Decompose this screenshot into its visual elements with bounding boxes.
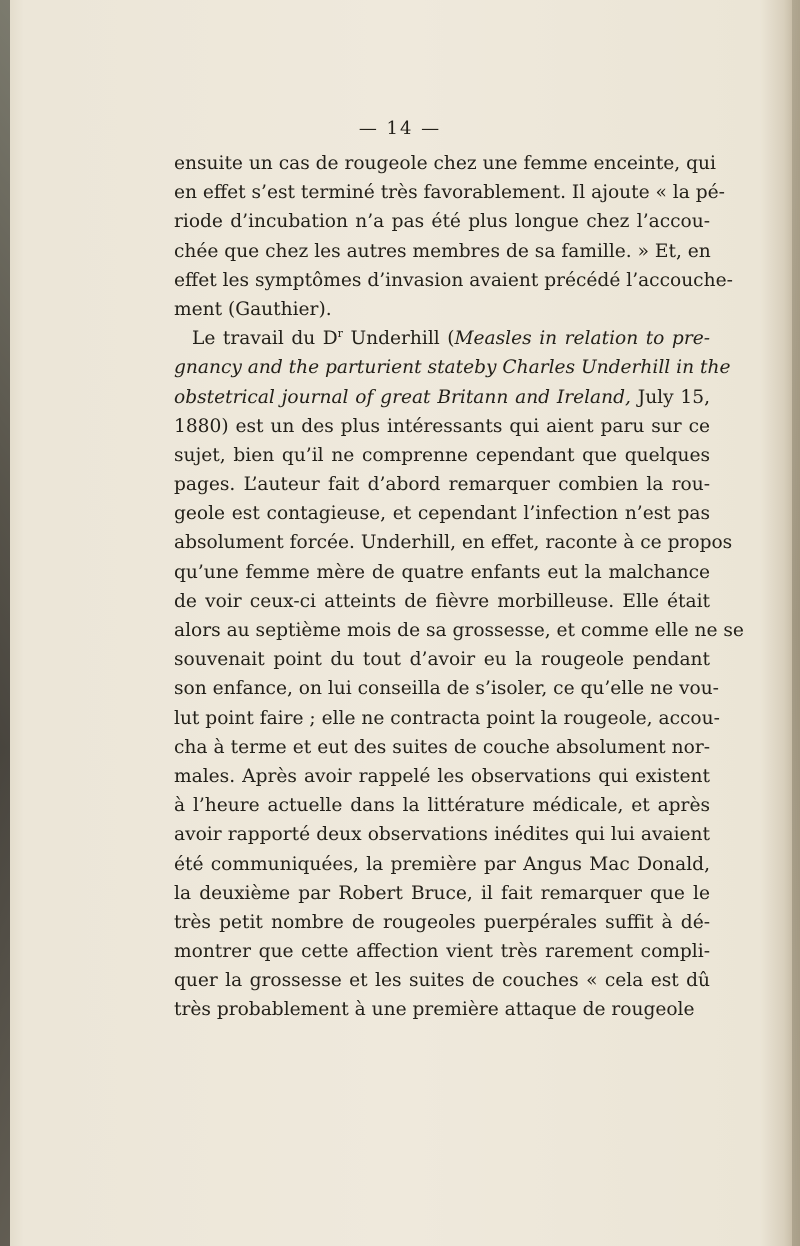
superscript: r xyxy=(337,326,343,340)
book-binding-edge-right xyxy=(792,0,800,1246)
text-line: 1880) est un des plus intéressants qui aient paru sur ce xyxy=(174,415,710,437)
text-line: à l’heure actuelle dans la littérature médicale, et après xyxy=(174,795,710,817)
text-line: riode d’incubation n’a pas été plus longue chez l’accou- xyxy=(174,211,710,233)
text-line: avoir rapporté deux observations inédites qui lui avaient xyxy=(174,824,710,846)
text-run: July 15, xyxy=(630,386,710,408)
text-line: souvenait point du tout d’avoir eu la rougeole pendant xyxy=(174,649,710,671)
text-line: en effet s’est terminé très favorablement. Il ajoute « la pé- xyxy=(174,182,725,204)
text-line: très petit nombre de rougeoles puerpérales suffit à dé- xyxy=(174,911,710,933)
text-line: sujet, bien qu’il ne comprenne cependant que quelques xyxy=(174,444,710,466)
text-line: été communiquées, la première par Angus Mac Donald, xyxy=(174,853,710,875)
text-line: alors au septième mois de sa grossesse, et comme elle ne se xyxy=(174,620,744,641)
citation-title: obstetrical journal of great Britann and Ireland, xyxy=(174,386,631,408)
text-line: geole est contagieuse, et cependant l’infection n’est pas xyxy=(174,503,710,525)
citation-title: gnancy and the parturient stateby Charles Underhill in the xyxy=(174,357,731,379)
text-line: males. Après avoir rappelé les observations qui existent xyxy=(174,765,710,787)
text-line: pages. L’auteur fait d’abord remarquer combien la rou- xyxy=(174,474,710,496)
text-line xyxy=(174,383,710,412)
text-line: quer la grossesse et les suites de couches « cela est dû xyxy=(174,970,710,992)
text-line: de voir ceux-ci atteints de fièvre morbilleuse. Elle était xyxy=(174,590,710,612)
text-run: Le travail du D xyxy=(192,328,338,350)
text-line: lut point faire ; elle ne contracta point la rougeole, accou- xyxy=(174,707,720,729)
text-line: son enfance, on lui conseilla de s’isoler, ce qu’elle ne vou- xyxy=(174,678,719,700)
book-binding-edge-left xyxy=(0,0,10,1246)
text-line: chée que chez les autres membres de sa famille. » Et, en xyxy=(174,240,711,262)
text-line: qu’une femme mère de quatre enfants eut la malchance xyxy=(174,561,710,583)
text-line xyxy=(174,324,710,353)
text-line: très probablement à une première attaque de rougeole xyxy=(174,999,695,1021)
text-run: Underhill ( xyxy=(342,328,455,350)
text-line xyxy=(174,353,731,382)
text-line: absolument forcée. Underhill, en effet, raconte à ce propos xyxy=(174,532,733,554)
text-line: ensuite un cas de rougeole chez une femme enceinte, qui xyxy=(174,153,716,174)
text-line: montrer que cette affection vient très rarement compli- xyxy=(174,941,710,963)
text-line: ment (Gauthier). xyxy=(174,298,332,320)
page-number: — 14 — xyxy=(358,118,442,139)
body-text xyxy=(174,149,744,1025)
text-line: effet les symptômes d’invasion avaient précédé l’accouche- xyxy=(174,269,733,291)
text-line: cha à terme et eut des suites de couche absolument nor- xyxy=(174,736,710,758)
citation-title: Measles in relation to pre- xyxy=(454,328,710,350)
text-line: la deuxième par Robert Bruce, il fait remarquer que le xyxy=(174,882,710,904)
